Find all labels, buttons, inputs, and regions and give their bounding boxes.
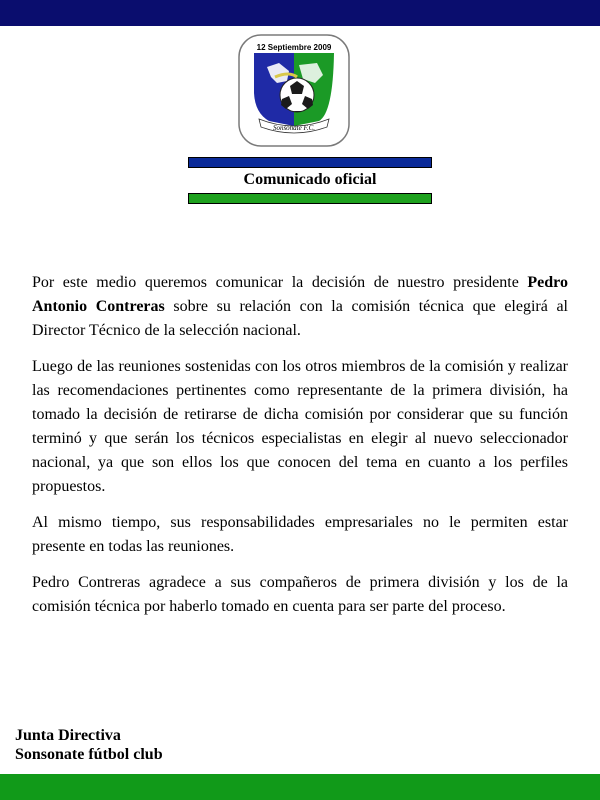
signature-line-1: Junta Directiva <box>15 727 121 744</box>
paragraph-4: Pedro Contreras agradece a sus compañeros de primera división y los de la comisión técnica por haberlo tomado en cuenta para ser parte del proceso. <box>32 574 568 615</box>
signature-block <box>15 726 163 764</box>
paragraph-1 <box>32 271 568 343</box>
logo-club-text: Sonsonate F.C. <box>272 124 316 132</box>
bottom-green-bar <box>0 774 600 800</box>
paragraph-1-intro: Por este medio queremos comunicar la decisión de nuestro presidente <box>32 274 528 291</box>
statement-body <box>32 271 568 631</box>
logo-date-text: 12 Septiembre 2009 <box>256 43 332 52</box>
heading-top-blue-bar <box>188 157 432 168</box>
paragraph-3: Al mismo tiempo, sus responsabilidades empresariales no le permiten estar presente en todas las reuniones. <box>32 514 568 555</box>
club-crest-logo <box>237 33 351 148</box>
top-navy-bar <box>0 0 600 26</box>
signature-line-2: Sonsonate fútbol club <box>15 746 163 763</box>
president-name: Pedro Antonio Contreras <box>32 274 568 315</box>
paragraph-2: Luego de las reuniones sostenidas con los otros miembros de la comisión y realizar las recomendaciones pertinentes como representante de la primera división, ha tomado la decisión de retirarse de dicha comisión por considerar que su función terminó y que serán los técnicos especialistas en elegir al nuevo seleccionador nacional, ya que son ellos los que conocen del tema en cuanto a los perfiles propuestos. <box>32 358 568 495</box>
paragraph-1-rest: sobre su relación con la comisión técnica que elegirá al Director Técnico de la selección nacional. <box>32 298 569 339</box>
heading-bottom-green-bar <box>188 193 432 204</box>
page-title: Comunicado oficial <box>243 171 377 188</box>
